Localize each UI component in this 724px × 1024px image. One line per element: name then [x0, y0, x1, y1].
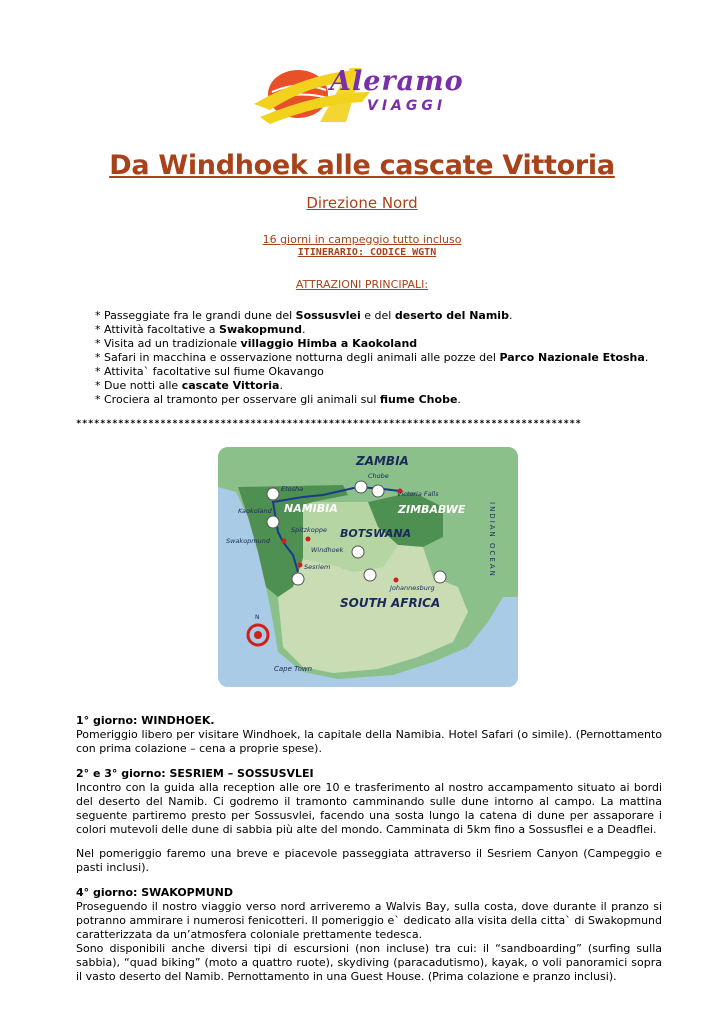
- list-item: * Safari in macchina e osservazione notturna degli animali alle pozze del Parco Nazionale Etosha.: [95, 351, 649, 364]
- day-1-text: Pomeriggio libero per visitare Windhoek, la capitale della Namibia. Hotel Safari (o simile). (Pernottamento con prima colazione – cena a proprie spese).: [76, 728, 662, 755]
- list-item: * Visita ad un tradizionale villaggio Himba a Kaokoland: [95, 337, 418, 350]
- compass-icon: N: [255, 614, 260, 621]
- map-label-etosha: Etosha: [281, 485, 304, 493]
- list-item: * Attività facoltative a Swakopmund.: [95, 323, 306, 336]
- map-label-indian-ocean: INDIAN OCEAN: [488, 502, 496, 578]
- page-subtitle: Direzione Nord: [306, 194, 418, 212]
- map-label-namibia: NAMIBIA: [284, 502, 338, 515]
- itinerary-code: ITINERARIO: CODICE WGTN: [297, 247, 437, 258]
- day-1-heading: 1° giorno: WINDHOEK.: [76, 714, 215, 727]
- map-label-chobe: Chobe: [368, 472, 389, 480]
- logo-wordmark: Aleramo: [330, 66, 464, 97]
- logo-subtitle: VIAGGI: [367, 98, 447, 114]
- day-2-afternoon: Nel pomeriggio faremo una breve e piacevole passeggiata attraverso il Sesriem Canyon (Campeggio e pasti inclusi).: [76, 847, 662, 874]
- page-title: Da Windhoek alle cascate Vittoria: [109, 150, 615, 181]
- day-4-text-2: Sono disponibili anche diversi tipi di escursioni (non incluse) tra cui: il “sandboarding” (surfing sulla sabbia), “quad biking” (moto a quattro ruote), skydiving (paracadutismo), kayak, o voli panoramici sopra il vasto deserto del Namib. Pernottamento in una Guest House. (Prima colazione e pranzo inclusi).: [76, 942, 662, 983]
- route-map: [218, 447, 518, 687]
- map-label-zambia: ZAMBIA: [356, 454, 409, 468]
- day-4-heading: 4° giorno: SWAKOPMUND: [76, 886, 233, 899]
- list-item: * Due notti alle cascate Vittoria.: [95, 379, 283, 392]
- trip-duration: 16 giorni in campeggio tutto incluso: [262, 233, 462, 246]
- map-label-cape-town: Cape Town: [274, 665, 313, 673]
- map-label-windhoek: Windhoek: [311, 546, 344, 554]
- list-item: * Passeggiate fra le grandi dune del Sossusvlei e del deserto del Namib.: [95, 309, 513, 322]
- map-label-zimbabwe: ZIMBABWE: [398, 503, 466, 516]
- map-label-johannesburg: Johannesburg: [390, 584, 435, 592]
- day-1-section: [76, 714, 662, 756]
- list-item: * Crociera al tramonto per osservare gli animali sul fiume Chobe.: [95, 393, 461, 406]
- map-label-kaokoland: Kaokoland: [238, 507, 272, 515]
- map-label-victoria-falls: Victoria Falls: [397, 490, 439, 498]
- map-label-spitzkoppe: Spitzkoppe: [291, 526, 328, 534]
- map-label-swakopmund: Swakopmund: [226, 537, 270, 545]
- day-4-text: Proseguendo il nostro viaggio verso nord arriveremo a Walvis Bay, sulla costa, dove durante il pranzo si potranno ammirare i numerosi fenicotteri. Il pomeriggio e` dedicato alla visita della citta` di Swakopmund caratterizzata da un’atmosfera coloniale prettamente tedesca.: [76, 900, 662, 941]
- day-2-text: Incontro con la guida alla reception alle ore 10 e trasferimento al nostro accampamento situato ai bordi del deserto del Namib. Ci godremo il tramonto camminando sulle dune intorno al campo. La mattina seguente partiremo presto per Sossusvlei, facendo una sosta lungo la catena di dune per assaporare i colori mutevoli delle dune di sabbia più alte del mondo. Camminata di 5km fino a Sossusflei e a Deadflei.: [76, 781, 662, 836]
- map-label-sesriem: Sesriem: [304, 563, 331, 571]
- day-2-heading: 2° e 3° giorno: SESRIEM – SOSSUSVLEI: [76, 767, 314, 780]
- separator-line: ************************************************************************************: [76, 419, 582, 429]
- day-2-section: [76, 767, 662, 837]
- list-item: * Attivita` facoltative sul fiume Okavango: [95, 365, 324, 378]
- map-label-south-africa: SOUTH AFRICA: [340, 596, 441, 610]
- day-4-section: [76, 886, 662, 984]
- attractions-list: [95, 309, 648, 407]
- attractions-heading: ATTRAZIONI PRINCIPALI:: [295, 278, 429, 291]
- map-label-botswana: BOTSWANA: [340, 527, 412, 540]
